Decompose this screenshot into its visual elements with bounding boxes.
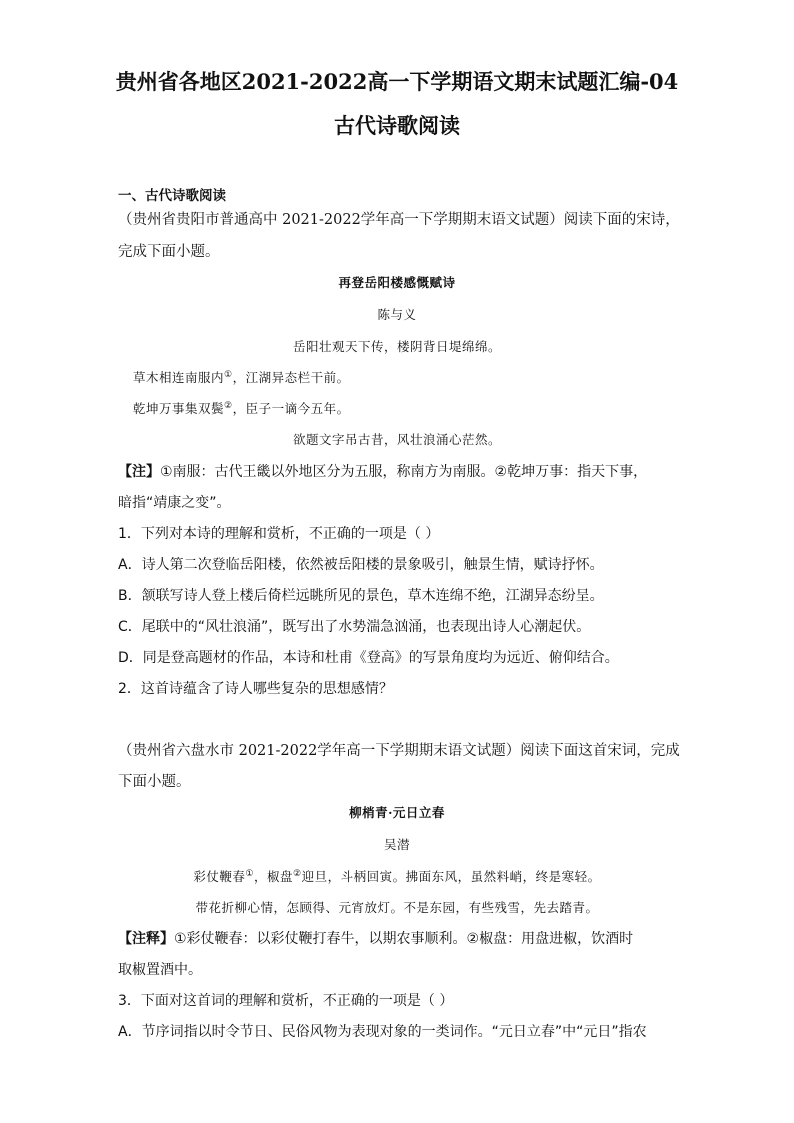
q2-poem-line2: 带花折柳心情，怎顾得、元宵放灯。不是东园，有些残雪，先去踏青。	[195, 900, 599, 915]
q2-note-line1: 【注释】①彩仗鞭春：以彩仗鞭打春牛，以期农事顺利。②椒盘：用盘进椒，饮酒时	[118, 931, 634, 947]
q3-option-a: A．节序词指以时令节日、民俗风物为表现对象的一类词作。“元日立春”中“元日”指农	[118, 1024, 647, 1040]
q2-note-line2: 取椒置酒中。	[118, 962, 202, 978]
q1-note-line1: 【注】①南服：古代王畿以外地区分为五服，称南方为南服。②乾坤万事：指天下事，	[118, 464, 648, 480]
q1-option-c: C．尾联中的“风壮浪涌”，既写出了水势湍急汹涌，也表现出诗人心潮起伏。	[118, 619, 591, 635]
question-3: 3．下面对这首词的理解和赏析，不正确的一项是（ ）	[118, 993, 454, 1009]
section-heading: 一、古代诗歌阅读	[118, 188, 226, 204]
q1-option-a: A．诗人第二次登临岳阳楼，依然被岳阳楼的景象吸引，触景生情，赋诗抒怀。	[118, 557, 604, 573]
q1-intro-line2: 完成下面小题。	[118, 244, 220, 260]
q2-poem-author: 吴潜	[383, 837, 410, 852]
q1-poem-line2: 草木相连南服内①，江湖异态栏干前。	[133, 369, 350, 385]
q2-poem-title: 柳梢青·元日立春	[349, 805, 445, 820]
q2-poem-line1: 彩仗鞭春①，椒盘②迎旦，斗柄回寅。拂面东风，虽然料峭，终是寒轻。	[193, 868, 601, 884]
q1-intro-line1: （贵州省贵阳市普通高中 2021-2022学年高一下学期期末语文试题）阅读下面的宋诗，	[118, 212, 680, 228]
question-1: 1．下列对本诗的理解和赏析，不正确的一项是（ ）	[118, 526, 440, 542]
q1-poem-title: 再登岳阳楼感慨赋诗	[338, 275, 456, 290]
q1-poem-line1: 岳阳壮观天下传，楼阴背日堤绵绵。	[292, 339, 501, 354]
q1-option-b: B．颔联写诗人登上楼后倚栏远眺所见的景色，草木连绵不绝，江湖异态纷呈。	[118, 588, 604, 604]
question-2: 2．这首诗蕴含了诗人哪些复杂的思想感情？	[118, 681, 393, 697]
q1-poem-line3: 乾坤万事集双鬓②，臣子一谪今五年。	[133, 400, 350, 416]
doc-title-line1: 贵州省各地区2021-2022高一下学期语文期末试题汇编-04	[115, 69, 679, 94]
q1-option-d: D．同是登高题材的作品，本诗和杜甫《登高》的写景角度均为远近、俯仰结合。	[118, 650, 619, 666]
q1-poem-line4: 欲题文字吊古昔，风壮浪涌心茫然。	[292, 432, 501, 447]
q1-note-line2: 暗指“靖康之变”。	[118, 495, 231, 511]
doc-title-line2: 古代诗歌阅读	[334, 113, 460, 138]
q1-poem-author: 陈与义	[377, 307, 417, 322]
q2-intro-line1: （贵州省六盘水市 2021-2022学年高一下学期期末语文试题）阅读下面这首宋词，完成	[118, 743, 680, 759]
q2-intro-line2: 下面小题。	[118, 774, 191, 790]
